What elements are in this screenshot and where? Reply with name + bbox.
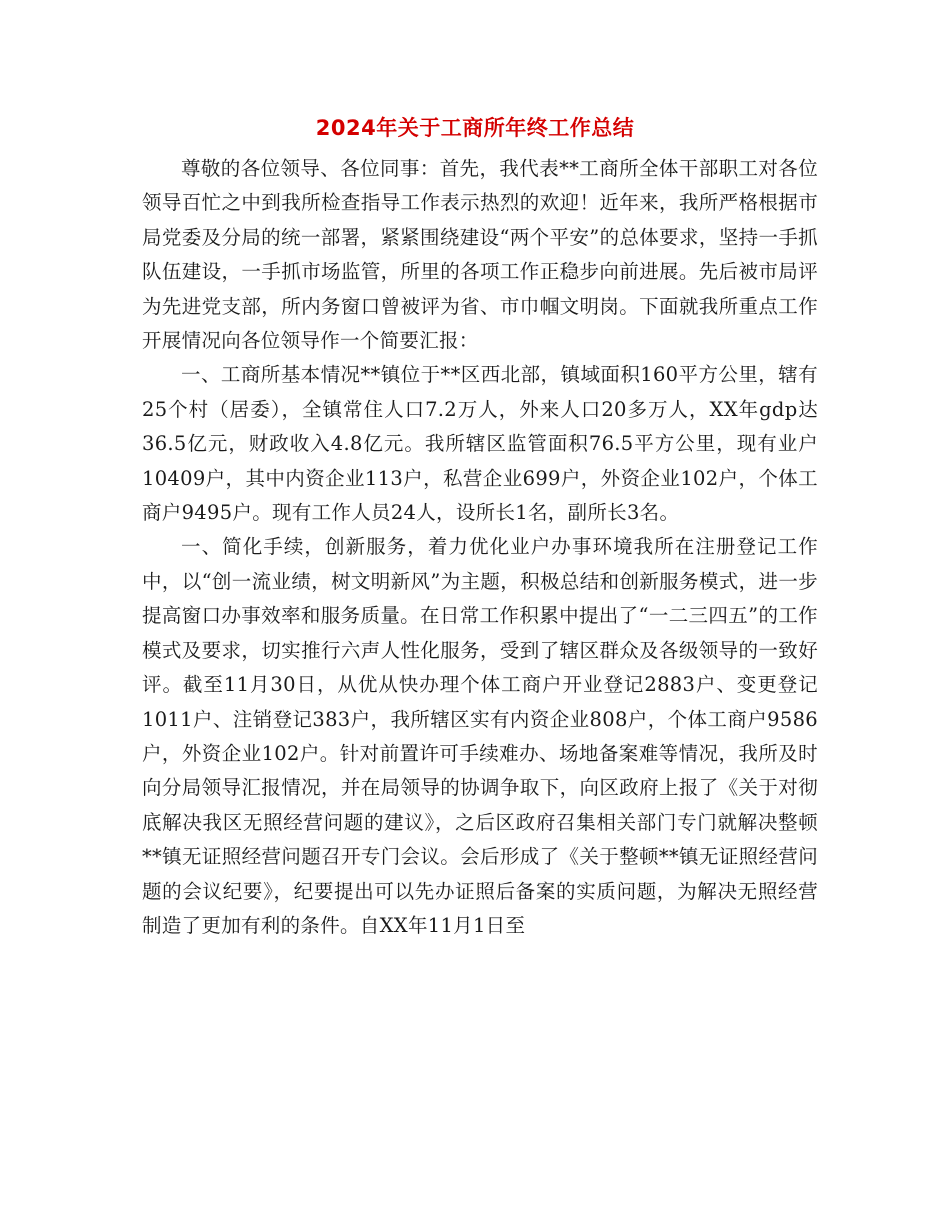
paragraph-service-innovation: 一、简化手续，创新服务，着力优化业户办事环境我所在注册登记工作中，以“创一流业绩，树文明新风”为主题，积极总结和创新服务模式，进一步提高窗口办事效率和服务质量。在日常工作积累中提出了“一二三四五”的工作模式及要求，切实推行六声人性化服务，受到了辖区群众及各级领导的一致好评。截至11月30日，从优从快办理个体工商户开业登记2883户、变更登记1011户、注销登记383户，我所辖区实有内资企业808户，个体工商户9586户，外资企业102户。针对前置许可手续难办、场地备案难等情况，我所及时向分局领导汇报情况，并在局领导的协调争取下，向区政府上报了《关于对彻底解决我区无照经营问题的建议》，之后区政府召集相关部门专门就解决整顿**镇无证照经营问题召开专门会议。会后形成了《关于整顿**镇无证照经营问题的会议纪要》，纪要提出可以先办证照后备案的实质问题，为解决无照经营制造了更加有利的条件。自XX年11月1日至 xyxy=(142,535,818,937)
document-title: 2024年关于工商所年终工作总结 xyxy=(315,116,635,140)
paragraph-greeting: 尊敬的各位领导、各位同事：首先，我代表**工商所全体干部职工对各位领导百忙之中到我所检查指导工作表示热烈的欢迎！近年来，我所严格根据市局党委及分局的统一部署，紧紧围绕建设“两个平安”的总体要求，坚持一手抓队伍建设，一手抓市场监管，所里的各项工作正稳步向前进展。先后被市局评为先进党支部，所内务窗口曾被评为省、市巾帼文明岗。下面就我所重点工作开展情况向各位领导作一个简要汇报： xyxy=(142,157,818,353)
paragraph-basic-situation: 一、工商所基本情况**镇位于**区西北部，镇域面积160平方公里，辖有25个村（居委），全镇常住人口7.2万人，外来人口20多万人，XX年gdp达36.5亿元，财政收入4.8亿元。我所辖区监管面积76.5平方公里，现有业户10409户，其中内资企业113户，私营企业699户，外资企业102户，个体工商户9495户。现有工作人员24人，设所长1名，副所长3名。 xyxy=(142,363,819,525)
document-body xyxy=(142,152,818,943)
